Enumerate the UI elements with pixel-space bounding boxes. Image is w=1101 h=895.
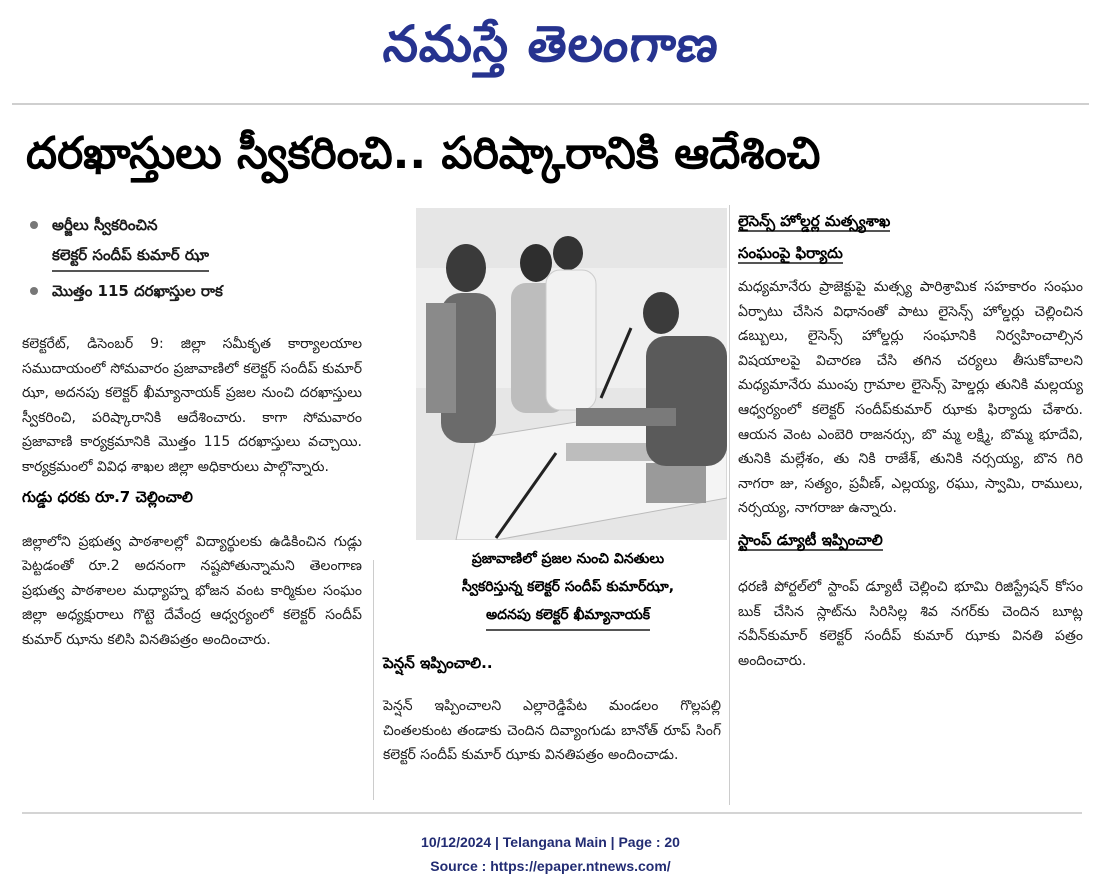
article-paragraph: కలెక్టరేట్, డిసెంబర్ 9: జిల్లా సమీకృత కార్యాలయాల సముదాయంలో సోమవారం ప్రజావాణిలో కలెక్టర్ సందీప్ కుమార్ ఝా, అదనపు కలెక్టర్ ఖీమ్యానాయక్ ప్రజల నుంచి దరఖాస్తులు స్వీకరించి, పరిష్కారానికి ఆదేశించారు. కాగా సోమవారం ప్రజావాణి కార్యక్రమానికి మొత్తం 115 దరఖాస్తులు వచ్చాయి. కార్యక్రమంలో వివిధ శాఖల జిల్లా అధికారులు పాల్గొన్నారు. (22, 336, 362, 475)
news-photo (416, 208, 727, 540)
caption-line: అదనపు కలెక్టర్ ఖీమ్యానాయక్ (486, 601, 650, 631)
column-right (738, 205, 1083, 673)
photo-caption (418, 545, 718, 631)
masthead-logo (0, 0, 1101, 100)
article-paragraph: జిల్లాలోని ప్రభుత్వ పాఠశాలల్లో విద్యార్థులకు ఉడికించిన గుడ్లు పెట్టడంతో రూ.2 అదనంగా నష్టపోతున్నామని తెలంగాణ ప్రభుత్వ పాఠశాలల మధ్యాహ్న భోజన వంట కార్మికుల సంఘం జిల్లా అధ్యక్షురాలు గొట్టె దేవేంద్ర ఆధ్వర్యంలో కలెక్టర్ సందీప్ కుమార్ ఝాను కలిసి వినతిపత్రం అందించారు. (22, 533, 362, 648)
section-subhead (738, 527, 1083, 553)
footer-divider (22, 812, 1082, 814)
section-subhead: గుడ్డు ధరకు రూ.7 చెల్లించాలి (22, 487, 193, 506)
column-divider (373, 560, 374, 800)
article-paragraph: ధరణి పోర్టల్‌లో స్టాంప్ డ్యూటీ చెల్లించి భూమి రిజిస్ట్రేషన్ కోసం బుక్ చేసిన స్లాట్‌ను సిరిసిల్ల శివ నగర్‌కు చెందిన బూట్ల నవీన్‌కుమార్ కలెక్టర్ సందీప్ కుమార్ ఝాకు వినతి పత్రం అందించారు. (738, 578, 1083, 669)
caption-line: స్వీకరిస్తున్న కలెక్టర్ సందీప్ కుమార్‌ఝా, (461, 579, 675, 595)
bullet-dot (30, 287, 38, 295)
caption-line: ప్రజావాణిలో ప్రజల నుంచి వినతులు (471, 551, 665, 567)
subhead-line: స్టాంప్ డ్యూటీ ఇప్పించాలి (738, 530, 883, 549)
highlight-bullet (22, 210, 362, 272)
masthead-title: నమస్తే తెలంగాణ (380, 14, 723, 73)
column-divider (729, 205, 730, 805)
subhead-line: లైసెన్స్ హోల్డర్ల మత్స్యశాఖ (738, 212, 891, 230)
article-paragraph: మధ్యమానేరు ప్రాజెక్టుపై మత్స్య పారిశ్రామిక సహకారం సంఘం ఏర్పాటు చేసిన విధానంతో పాటు లైసెన్స్ హోల్డర్లు చెల్లించిన డబ్బులు, లైసెన్స్ హోల్డర్లు సంఘానికి నిర్వహించాల్సిన విషయాలపై విచారణ చేసి తగిన చర్యలు తీసుకోవాలని మధ్యమానేరు ముంపు గ్రామాల లైసెన్స్ హెల్డర్లు తునికి మల్లయ్య ఆధ్వర్యంలో కలెక్టర్ సందీప్‌కుమార్ ఝాకు ఫిర్యాదు చేశారు. ఆయన వెంట ఎంబెరి రాజనర్సు, బొ మ్మ లక్ష్మి, బొమ్మ భూదేవి, తునికి మల్లేశం, తు నికి రాజేశ్, తునికి నర్సయ్య, బొన గిరి నాగరా జు, సత్యం, ప్రవీణ్, ఎల్లయ్య, రఘు, స్వామి, రాములు, నర్సయ్య, నాగరాజు ఉన్నారు. (738, 279, 1083, 517)
highlight-bullet (22, 276, 362, 306)
masthead-divider (12, 103, 1089, 105)
footer-source: Source : https://epaper.ntnews.com/ (430, 858, 671, 874)
article-paragraph: పెన్షన్ ఇప్పించాలని ఎల్లారెడ్డిపేట మండలం గొల్లపల్లి చింతలకుంట తండాకు చెందిన దివ్యాంగుడు బానోత్ రూప్ సింగ్ కలెక్టర్ సందీప్ కుమార్ ఝాకు వినతిపత్రం అందించాడు. (383, 698, 721, 764)
footer (0, 830, 1101, 878)
bullet-text: అర్జీలు స్వీకరించిన (52, 216, 158, 234)
photo-illustration (416, 208, 727, 540)
bullet-text: మొత్తం 115 దరఖాస్తుల రాక (52, 282, 223, 300)
article-headline: దరఖాస్తులు స్వీకరించి.. పరిష్కారానికి ఆదేశించి (26, 128, 821, 179)
bullet-text: కలెక్టర్ సందీప్ కుమార్ ఝా (52, 240, 209, 272)
section-subhead (738, 205, 1083, 269)
footer-edition-info: 10/12/2024 | Telangana Main | Page : 20 (421, 834, 680, 850)
column-left (22, 210, 362, 653)
section-subhead: పెన్షన్ ఇప్పించాలి.. (383, 654, 493, 672)
column-middle (383, 650, 721, 768)
bullet-dot (30, 221, 38, 229)
subhead-line: సంఘంపై ఫిర్యాదు (738, 244, 843, 262)
